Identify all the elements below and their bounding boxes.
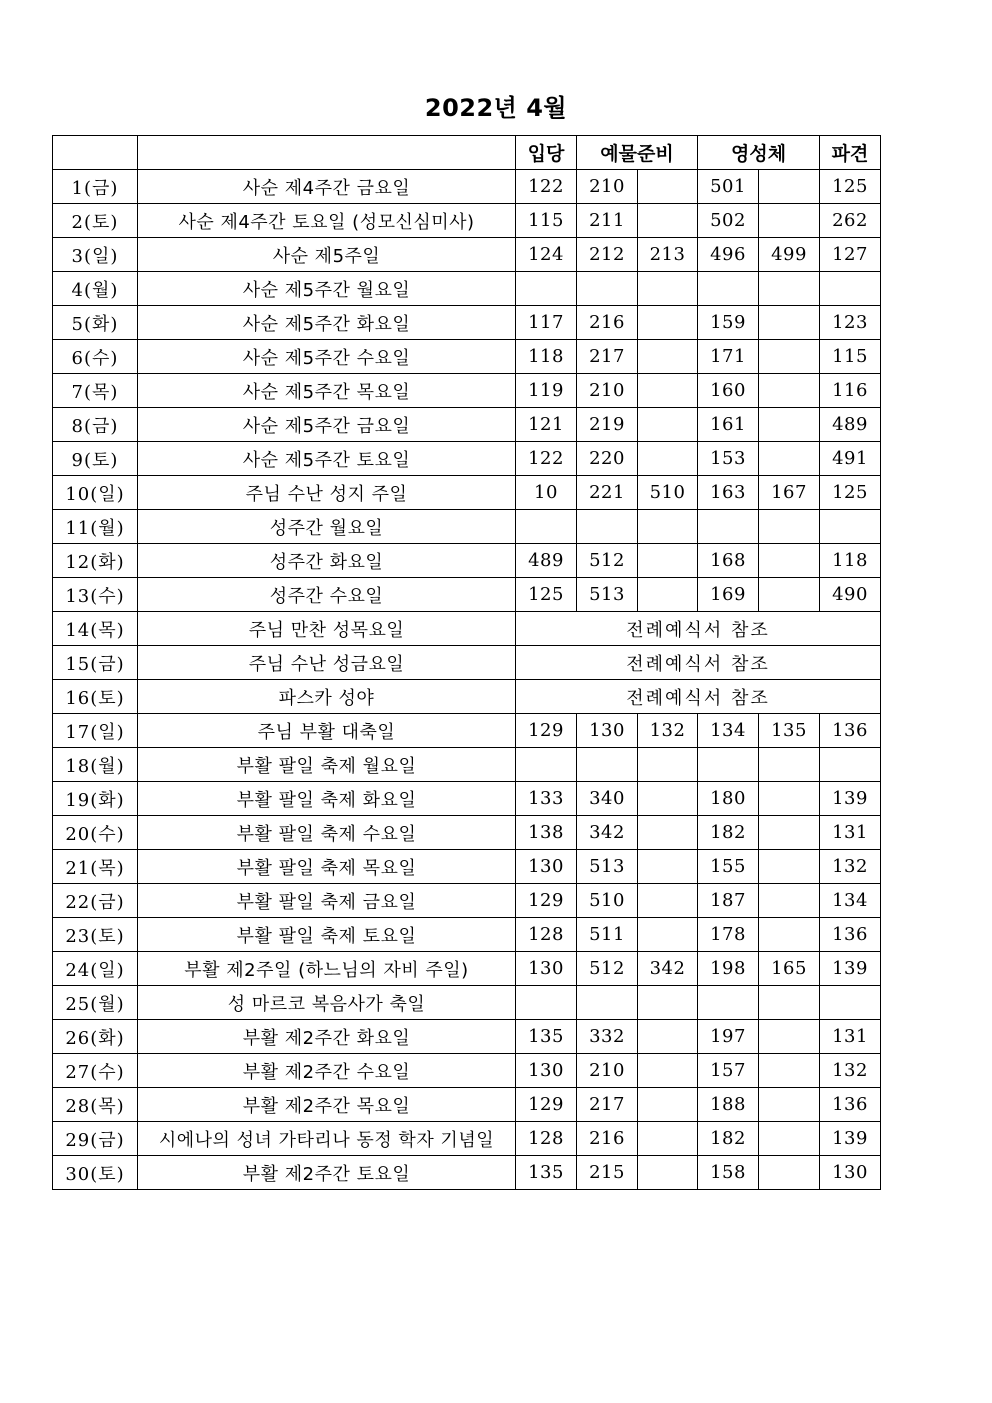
communion-2-hymn-cell bbox=[759, 782, 820, 816]
communion-2-hymn-cell bbox=[759, 374, 820, 408]
offertory-2-hymn-cell bbox=[638, 748, 698, 782]
celebration-name-cell: 시에나의 성녀 가타리나 동정 학자 기념일 bbox=[138, 1122, 516, 1156]
offertory-2-hymn-cell bbox=[638, 1054, 698, 1088]
dismissal-hymn-cell: 139 bbox=[820, 1122, 881, 1156]
table-row bbox=[53, 986, 881, 1020]
table-row bbox=[53, 544, 881, 578]
communion-1-hymn-cell: 159 bbox=[698, 306, 759, 340]
header-dismissal: 파견 bbox=[820, 136, 881, 170]
offertory-1-hymn-cell: 340 bbox=[577, 782, 638, 816]
communion-2-hymn-cell bbox=[759, 170, 820, 204]
table-row bbox=[53, 340, 881, 374]
communion-1-hymn-cell: 169 bbox=[698, 578, 759, 612]
entrance-hymn-cell bbox=[516, 748, 577, 782]
offertory-2-hymn-cell bbox=[638, 510, 698, 544]
table-row bbox=[53, 850, 881, 884]
offertory-1-hymn-cell: 511 bbox=[577, 918, 638, 952]
table-row bbox=[53, 374, 881, 408]
offertory-1-hymn-cell bbox=[577, 272, 638, 306]
offertory-1-hymn-cell: 332 bbox=[577, 1020, 638, 1054]
offertory-2-hymn-cell bbox=[638, 340, 698, 374]
offertory-2-hymn-cell bbox=[638, 782, 698, 816]
celebration-name-cell: 사순 제5주간 화요일 bbox=[138, 306, 516, 340]
date-cell: 28(목) bbox=[53, 1088, 138, 1122]
communion-1-hymn-cell: 182 bbox=[698, 1122, 759, 1156]
communion-2-hymn-cell: 135 bbox=[759, 714, 820, 748]
offertory-1-hymn-cell: 219 bbox=[577, 408, 638, 442]
communion-1-hymn-cell: 161 bbox=[698, 408, 759, 442]
celebration-name-cell: 부활 제2주간 화요일 bbox=[138, 1020, 516, 1054]
table-row bbox=[53, 884, 881, 918]
communion-1-hymn-cell: 180 bbox=[698, 782, 759, 816]
celebration-name-cell: 사순 제5주간 금요일 bbox=[138, 408, 516, 442]
communion-2-hymn-cell bbox=[759, 340, 820, 374]
header-name bbox=[138, 136, 516, 170]
date-cell: 11(월) bbox=[53, 510, 138, 544]
communion-1-hymn-cell: 157 bbox=[698, 1054, 759, 1088]
reference-cell: 전례예식서 참조 bbox=[516, 646, 881, 680]
offertory-2-hymn-cell: 342 bbox=[638, 952, 698, 986]
celebration-name-cell: 부활 팔일 축제 목요일 bbox=[138, 850, 516, 884]
celebration-name-cell: 주님 수난 성지 주일 bbox=[138, 476, 516, 510]
communion-1-hymn-cell: 188 bbox=[698, 1088, 759, 1122]
celebration-name-cell: 부활 팔일 축제 토요일 bbox=[138, 918, 516, 952]
date-cell: 1(금) bbox=[53, 170, 138, 204]
communion-2-hymn-cell: 165 bbox=[759, 952, 820, 986]
table-row bbox=[53, 578, 881, 612]
entrance-hymn-cell: 115 bbox=[516, 204, 577, 238]
dismissal-hymn-cell: 134 bbox=[820, 884, 881, 918]
communion-1-hymn-cell: 163 bbox=[698, 476, 759, 510]
entrance-hymn-cell: 121 bbox=[516, 408, 577, 442]
header-entrance: 입당 bbox=[516, 136, 577, 170]
entrance-hymn-cell: 129 bbox=[516, 714, 577, 748]
table-row bbox=[53, 170, 881, 204]
offertory-2-hymn-cell bbox=[638, 204, 698, 238]
table-row bbox=[53, 918, 881, 952]
dismissal-hymn-cell: 262 bbox=[820, 204, 881, 238]
dismissal-hymn-cell: 490 bbox=[820, 578, 881, 612]
communion-1-hymn-cell: 160 bbox=[698, 374, 759, 408]
entrance-hymn-cell: 133 bbox=[516, 782, 577, 816]
communion-1-hymn-cell bbox=[698, 748, 759, 782]
dismissal-hymn-cell: 125 bbox=[820, 170, 881, 204]
communion-1-hymn-cell: 182 bbox=[698, 816, 759, 850]
communion-2-hymn-cell bbox=[759, 408, 820, 442]
communion-1-hymn-cell bbox=[698, 272, 759, 306]
date-cell: 29(금) bbox=[53, 1122, 138, 1156]
offertory-2-hymn-cell bbox=[638, 850, 698, 884]
offertory-2-hymn-cell bbox=[638, 1122, 698, 1156]
communion-2-hymn-cell bbox=[759, 1122, 820, 1156]
communion-1-hymn-cell: 197 bbox=[698, 1020, 759, 1054]
date-cell: 3(일) bbox=[53, 238, 138, 272]
celebration-name-cell: 사순 제5주간 수요일 bbox=[138, 340, 516, 374]
date-cell: 18(월) bbox=[53, 748, 138, 782]
communion-2-hymn-cell bbox=[759, 1054, 820, 1088]
dismissal-hymn-cell: 139 bbox=[820, 952, 881, 986]
table-row bbox=[53, 646, 881, 680]
date-cell: 15(금) bbox=[53, 646, 138, 680]
celebration-name-cell: 사순 제5주간 목요일 bbox=[138, 374, 516, 408]
communion-1-hymn-cell bbox=[698, 986, 759, 1020]
date-cell: 19(화) bbox=[53, 782, 138, 816]
date-cell: 14(목) bbox=[53, 612, 138, 646]
dismissal-hymn-cell bbox=[820, 986, 881, 1020]
dismissal-hymn-cell bbox=[820, 748, 881, 782]
communion-2-hymn-cell: 499 bbox=[759, 238, 820, 272]
dismissal-hymn-cell: 131 bbox=[820, 816, 881, 850]
reference-cell: 전례예식서 참조 bbox=[516, 680, 881, 714]
communion-1-hymn-cell: 168 bbox=[698, 544, 759, 578]
entrance-hymn-cell: 117 bbox=[516, 306, 577, 340]
celebration-name-cell: 주님 부활 대축일 bbox=[138, 714, 516, 748]
communion-1-hymn-cell: 153 bbox=[698, 442, 759, 476]
offertory-2-hymn-cell bbox=[638, 884, 698, 918]
date-cell: 5(화) bbox=[53, 306, 138, 340]
communion-1-hymn-cell: 178 bbox=[698, 918, 759, 952]
dismissal-hymn-cell: 139 bbox=[820, 782, 881, 816]
communion-2-hymn-cell bbox=[759, 306, 820, 340]
offertory-1-hymn-cell: 210 bbox=[577, 170, 638, 204]
communion-2-hymn-cell bbox=[759, 748, 820, 782]
date-cell: 12(화) bbox=[53, 544, 138, 578]
offertory-2-hymn-cell bbox=[638, 1088, 698, 1122]
celebration-name-cell: 부활 팔일 축제 금요일 bbox=[138, 884, 516, 918]
offertory-1-hymn-cell: 210 bbox=[577, 1054, 638, 1088]
entrance-hymn-cell: 118 bbox=[516, 340, 577, 374]
table-row bbox=[53, 1156, 881, 1190]
offertory-1-hymn-cell: 513 bbox=[577, 850, 638, 884]
table-row bbox=[53, 680, 881, 714]
header-communion: 영성체 bbox=[698, 136, 820, 170]
communion-2-hymn-cell bbox=[759, 986, 820, 1020]
table-row bbox=[53, 272, 881, 306]
communion-1-hymn-cell: 187 bbox=[698, 884, 759, 918]
celebration-name-cell: 주님 수난 성금요일 bbox=[138, 646, 516, 680]
offertory-2-hymn-cell bbox=[638, 578, 698, 612]
dismissal-hymn-cell: 115 bbox=[820, 340, 881, 374]
celebration-name-cell: 성주간 수요일 bbox=[138, 578, 516, 612]
communion-2-hymn-cell bbox=[759, 1088, 820, 1122]
offertory-2-hymn-cell bbox=[638, 408, 698, 442]
offertory-2-hymn-cell bbox=[638, 374, 698, 408]
communion-2-hymn-cell bbox=[759, 578, 820, 612]
celebration-name-cell: 성주간 월요일 bbox=[138, 510, 516, 544]
dismissal-hymn-cell: 130 bbox=[820, 1156, 881, 1190]
celebration-name-cell: 사순 제5주일 bbox=[138, 238, 516, 272]
offertory-1-hymn-cell: 217 bbox=[577, 340, 638, 374]
table-row bbox=[53, 1088, 881, 1122]
offertory-2-hymn-cell: 510 bbox=[638, 476, 698, 510]
communion-2-hymn-cell bbox=[759, 884, 820, 918]
date-cell: 27(수) bbox=[53, 1054, 138, 1088]
communion-1-hymn-cell: 502 bbox=[698, 204, 759, 238]
date-cell: 16(토) bbox=[53, 680, 138, 714]
header-row bbox=[53, 136, 881, 170]
offertory-1-hymn-cell bbox=[577, 510, 638, 544]
dismissal-hymn-cell: 136 bbox=[820, 1088, 881, 1122]
dismissal-hymn-cell: 136 bbox=[820, 714, 881, 748]
entrance-hymn-cell: 135 bbox=[516, 1020, 577, 1054]
celebration-name-cell: 사순 제5주간 월요일 bbox=[138, 272, 516, 306]
offertory-1-hymn-cell bbox=[577, 748, 638, 782]
celebration-name-cell: 성 마르코 복음사가 축일 bbox=[138, 986, 516, 1020]
communion-2-hymn-cell bbox=[759, 442, 820, 476]
table-row bbox=[53, 714, 881, 748]
celebration-name-cell: 파스카 성야 bbox=[138, 680, 516, 714]
offertory-1-hymn-cell: 216 bbox=[577, 306, 638, 340]
communion-2-hymn-cell bbox=[759, 544, 820, 578]
entrance-hymn-cell: 130 bbox=[516, 850, 577, 884]
entrance-hymn-cell: 10 bbox=[516, 476, 577, 510]
offertory-2-hymn-cell bbox=[638, 306, 698, 340]
communion-1-hymn-cell: 501 bbox=[698, 170, 759, 204]
offertory-1-hymn-cell: 212 bbox=[577, 238, 638, 272]
entrance-hymn-cell bbox=[516, 510, 577, 544]
entrance-hymn-cell: 125 bbox=[516, 578, 577, 612]
dismissal-hymn-cell: 118 bbox=[820, 544, 881, 578]
date-cell: 8(금) bbox=[53, 408, 138, 442]
offertory-1-hymn-cell: 217 bbox=[577, 1088, 638, 1122]
offertory-1-hymn-cell: 130 bbox=[577, 714, 638, 748]
celebration-name-cell: 부활 제2주간 목요일 bbox=[138, 1088, 516, 1122]
table-row bbox=[53, 782, 881, 816]
communion-1-hymn-cell: 155 bbox=[698, 850, 759, 884]
communion-2-hymn-cell bbox=[759, 816, 820, 850]
date-cell: 26(화) bbox=[53, 1020, 138, 1054]
entrance-hymn-cell: 129 bbox=[516, 1088, 577, 1122]
table-row bbox=[53, 408, 881, 442]
celebration-name-cell: 사순 제5주간 토요일 bbox=[138, 442, 516, 476]
offertory-1-hymn-cell: 513 bbox=[577, 578, 638, 612]
offertory-2-hymn-cell bbox=[638, 442, 698, 476]
date-cell: 24(일) bbox=[53, 952, 138, 986]
offertory-2-hymn-cell: 213 bbox=[638, 238, 698, 272]
celebration-name-cell: 부활 팔일 축제 화요일 bbox=[138, 782, 516, 816]
table-row bbox=[53, 612, 881, 646]
entrance-hymn-cell: 135 bbox=[516, 1156, 577, 1190]
communion-2-hymn-cell: 167 bbox=[759, 476, 820, 510]
dismissal-hymn-cell: 132 bbox=[820, 850, 881, 884]
communion-2-hymn-cell bbox=[759, 510, 820, 544]
entrance-hymn-cell: 128 bbox=[516, 918, 577, 952]
offertory-1-hymn-cell: 220 bbox=[577, 442, 638, 476]
dismissal-hymn-cell: 132 bbox=[820, 1054, 881, 1088]
offertory-2-hymn-cell bbox=[638, 544, 698, 578]
celebration-name-cell: 부활 제2주간 토요일 bbox=[138, 1156, 516, 1190]
communion-2-hymn-cell bbox=[759, 1020, 820, 1054]
celebration-name-cell: 사순 제4주간 금요일 bbox=[138, 170, 516, 204]
table-row bbox=[53, 442, 881, 476]
date-cell: 17(일) bbox=[53, 714, 138, 748]
dismissal-hymn-cell bbox=[820, 510, 881, 544]
dismissal-hymn-cell: 131 bbox=[820, 1020, 881, 1054]
entrance-hymn-cell: 130 bbox=[516, 952, 577, 986]
celebration-name-cell: 부활 팔일 축제 월요일 bbox=[138, 748, 516, 782]
communion-1-hymn-cell bbox=[698, 510, 759, 544]
celebration-name-cell: 주님 만찬 성목요일 bbox=[138, 612, 516, 646]
entrance-hymn-cell: 128 bbox=[516, 1122, 577, 1156]
entrance-hymn-cell bbox=[516, 272, 577, 306]
communion-1-hymn-cell: 134 bbox=[698, 714, 759, 748]
date-cell: 21(목) bbox=[53, 850, 138, 884]
table-row bbox=[53, 204, 881, 238]
entrance-hymn-cell: 124 bbox=[516, 238, 577, 272]
table-row bbox=[53, 1054, 881, 1088]
offertory-2-hymn-cell bbox=[638, 1156, 698, 1190]
communion-2-hymn-cell bbox=[759, 1156, 820, 1190]
offertory-2-hymn-cell bbox=[638, 816, 698, 850]
communion-1-hymn-cell: 198 bbox=[698, 952, 759, 986]
offertory-1-hymn-cell: 210 bbox=[577, 374, 638, 408]
table-row bbox=[53, 816, 881, 850]
date-cell: 13(수) bbox=[53, 578, 138, 612]
date-cell: 23(토) bbox=[53, 918, 138, 952]
celebration-name-cell: 성주간 화요일 bbox=[138, 544, 516, 578]
offertory-1-hymn-cell: 221 bbox=[577, 476, 638, 510]
entrance-hymn-cell bbox=[516, 986, 577, 1020]
dismissal-hymn-cell: 136 bbox=[820, 918, 881, 952]
offertory-2-hymn-cell bbox=[638, 986, 698, 1020]
dismissal-hymn-cell: 125 bbox=[820, 476, 881, 510]
offertory-1-hymn-cell: 512 bbox=[577, 544, 638, 578]
dismissal-hymn-cell: 116 bbox=[820, 374, 881, 408]
table-row bbox=[53, 1122, 881, 1156]
offertory-1-hymn-cell: 216 bbox=[577, 1122, 638, 1156]
entrance-hymn-cell: 122 bbox=[516, 170, 577, 204]
date-cell: 10(일) bbox=[53, 476, 138, 510]
offertory-2-hymn-cell bbox=[638, 170, 698, 204]
date-cell: 9(토) bbox=[53, 442, 138, 476]
entrance-hymn-cell: 129 bbox=[516, 884, 577, 918]
offertory-1-hymn-cell: 512 bbox=[577, 952, 638, 986]
dismissal-hymn-cell: 127 bbox=[820, 238, 881, 272]
communion-2-hymn-cell bbox=[759, 204, 820, 238]
hymn-schedule-table bbox=[52, 135, 881, 1190]
dismissal-hymn-cell: 489 bbox=[820, 408, 881, 442]
dismissal-hymn-cell: 123 bbox=[820, 306, 881, 340]
table-row bbox=[53, 748, 881, 782]
header-offertory: 예물준비 bbox=[577, 136, 698, 170]
date-cell: 2(토) bbox=[53, 204, 138, 238]
communion-1-hymn-cell: 158 bbox=[698, 1156, 759, 1190]
offertory-1-hymn-cell: 510 bbox=[577, 884, 638, 918]
entrance-hymn-cell: 119 bbox=[516, 374, 577, 408]
entrance-hymn-cell: 122 bbox=[516, 442, 577, 476]
table-row bbox=[53, 238, 881, 272]
offertory-1-hymn-cell: 211 bbox=[577, 204, 638, 238]
offertory-1-hymn-cell: 215 bbox=[577, 1156, 638, 1190]
celebration-name-cell: 부활 제2주일 (하느님의 자비 주일) bbox=[138, 952, 516, 986]
celebration-name-cell: 부활 팔일 축제 수요일 bbox=[138, 816, 516, 850]
offertory-2-hymn-cell bbox=[638, 918, 698, 952]
page-title: 2022년 4월 bbox=[424, 94, 568, 122]
header-date bbox=[53, 136, 138, 170]
date-cell: 6(수) bbox=[53, 340, 138, 374]
entrance-hymn-cell: 489 bbox=[516, 544, 577, 578]
date-cell: 22(금) bbox=[53, 884, 138, 918]
celebration-name-cell: 사순 제4주간 토요일 (성모신심미사) bbox=[138, 204, 516, 238]
dismissal-hymn-cell: 491 bbox=[820, 442, 881, 476]
offertory-1-hymn-cell: 342 bbox=[577, 816, 638, 850]
celebration-name-cell: 부활 제2주간 수요일 bbox=[138, 1054, 516, 1088]
entrance-hymn-cell: 130 bbox=[516, 1054, 577, 1088]
reference-cell: 전례예식서 참조 bbox=[516, 612, 881, 646]
table-row bbox=[53, 510, 881, 544]
dismissal-hymn-cell bbox=[820, 272, 881, 306]
table-row bbox=[53, 306, 881, 340]
date-cell: 7(목) bbox=[53, 374, 138, 408]
offertory-2-hymn-cell bbox=[638, 1020, 698, 1054]
date-cell: 30(토) bbox=[53, 1156, 138, 1190]
offertory-2-hymn-cell bbox=[638, 272, 698, 306]
date-cell: 4(월) bbox=[53, 272, 138, 306]
table-row bbox=[53, 1020, 881, 1054]
communion-2-hymn-cell bbox=[759, 850, 820, 884]
offertory-2-hymn-cell: 132 bbox=[638, 714, 698, 748]
communion-1-hymn-cell: 496 bbox=[698, 238, 759, 272]
offertory-1-hymn-cell bbox=[577, 986, 638, 1020]
date-cell: 20(수) bbox=[53, 816, 138, 850]
entrance-hymn-cell: 138 bbox=[516, 816, 577, 850]
communion-2-hymn-cell bbox=[759, 272, 820, 306]
date-cell: 25(월) bbox=[53, 986, 138, 1020]
communion-2-hymn-cell bbox=[759, 918, 820, 952]
table-row bbox=[53, 476, 881, 510]
table-row bbox=[53, 952, 881, 986]
communion-1-hymn-cell: 171 bbox=[698, 340, 759, 374]
